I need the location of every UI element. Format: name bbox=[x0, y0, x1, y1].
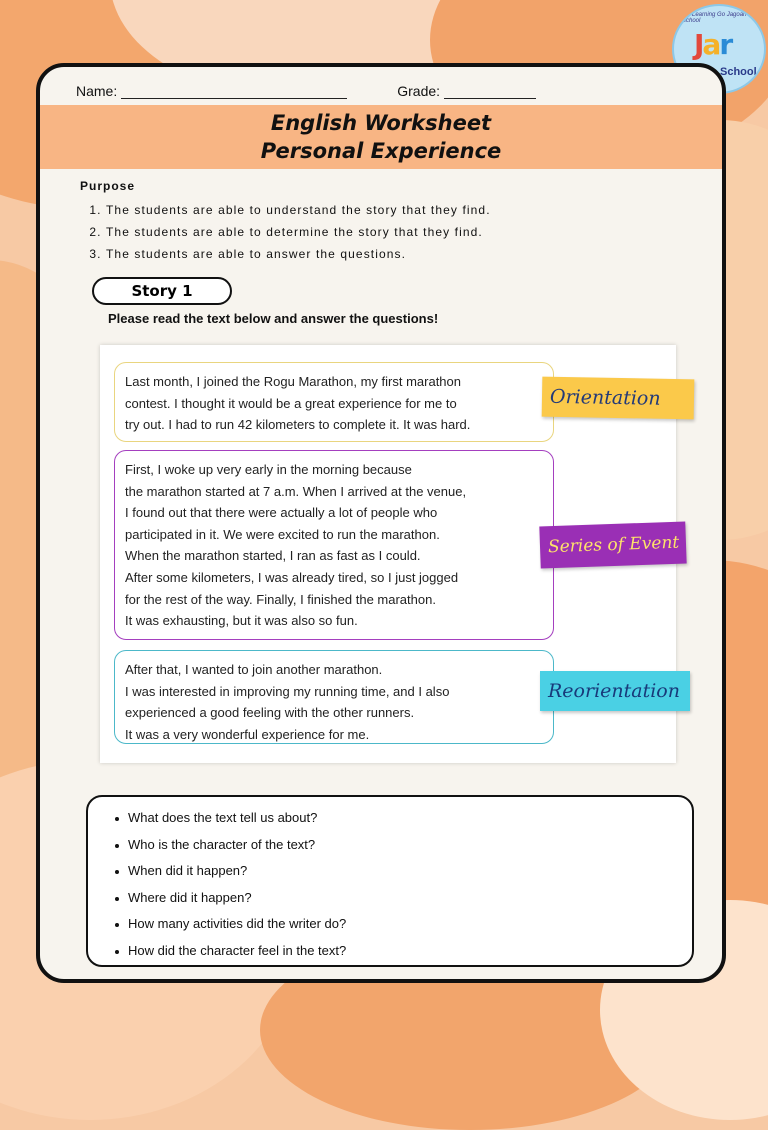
story-label: Story 1 bbox=[92, 277, 232, 305]
orientation-tag: Orientation bbox=[542, 377, 695, 420]
story-line: I found out that there were actually a lot of people who bbox=[125, 505, 438, 521]
story-line: Last month, I joined the Rogu Marathon, my first marathon bbox=[125, 374, 462, 389]
question-item: How many activities did the writer do? bbox=[128, 911, 692, 938]
grade-label: Grade: bbox=[397, 83, 441, 99]
story-line: After some kilometers, I was already tired, so I just jogged bbox=[125, 569, 459, 585]
reorientation-box bbox=[114, 650, 554, 744]
purpose-item: 1. The students are able to understand the story that they find. bbox=[106, 199, 692, 221]
story-line: After that, I wanted to join another marathon. bbox=[125, 662, 383, 677]
grade-field[interactable] bbox=[444, 84, 536, 99]
question-item: How did the character feel in the text? bbox=[128, 938, 692, 965]
questions-box bbox=[86, 795, 694, 967]
name-label: Name: bbox=[76, 83, 118, 99]
questions-list bbox=[88, 797, 692, 965]
purpose-section bbox=[80, 179, 692, 265]
worksheet-header bbox=[40, 105, 722, 169]
question-item: Where did it happen? bbox=[128, 885, 692, 912]
purpose-heading: Purpose bbox=[80, 179, 136, 193]
question-item: What does the text tell us about? bbox=[128, 805, 692, 832]
logo-letter: J bbox=[694, 28, 703, 61]
reorientation-tag: Reorientation bbox=[540, 671, 690, 711]
story-line: for the rest of the way. Finally, I finished the marathon. bbox=[125, 591, 436, 607]
logo-school-text: School bbox=[720, 66, 757, 78]
student-info-row bbox=[76, 79, 686, 103]
worksheet-title: English Worksheet bbox=[270, 111, 492, 135]
story-line: It was exhausting, but it was also so fun. bbox=[125, 613, 358, 629]
orientation-box bbox=[114, 362, 554, 442]
story-line: contest. I thought it would be a great experience for me to bbox=[125, 395, 457, 411]
story-instruction: Please read the text below and answer the questions! bbox=[108, 311, 439, 326]
name-field[interactable] bbox=[121, 84, 347, 99]
story-line: participated in it. We were excited to run the marathon. bbox=[125, 526, 440, 542]
purpose-list bbox=[80, 199, 692, 265]
logo-arc-text: Let Learning Go Jagoan School bbox=[682, 12, 747, 24]
story-line: It was a very wonderful experience for me. bbox=[125, 726, 370, 742]
story-line: experienced a good feeling with the other runners. bbox=[125, 705, 415, 721]
story-line: the marathon started at 7 a.m. When I arrived at the venue, bbox=[125, 483, 467, 499]
purpose-item: 2. The students are able to determine the story that they find. bbox=[106, 221, 692, 243]
story-line: When the marathon started, I ran as fast as I could. bbox=[125, 548, 421, 564]
question-item: When did it happen? bbox=[128, 858, 692, 885]
purpose-item: 3. The students are able to answer the questions. bbox=[106, 243, 692, 265]
series-of-event-box bbox=[114, 450, 554, 640]
logo-mark bbox=[694, 28, 731, 61]
logo-letter: a bbox=[702, 28, 720, 61]
worksheet-card bbox=[36, 63, 726, 983]
logo-letter: r bbox=[719, 28, 732, 61]
story-line: try out. I had to run 42 kilometers to complete it. It was hard. bbox=[125, 417, 471, 433]
series-of-event-tag: Series of Event bbox=[539, 521, 686, 568]
story-line: I was interested in improving my running time, and I also bbox=[125, 683, 450, 699]
question-item: Who is the character of the text? bbox=[128, 832, 692, 859]
worksheet-subtitle: Personal Experience bbox=[260, 139, 502, 163]
story-text-panel bbox=[100, 345, 680, 763]
story-line: First, I woke up very early in the morning because bbox=[125, 462, 412, 477]
